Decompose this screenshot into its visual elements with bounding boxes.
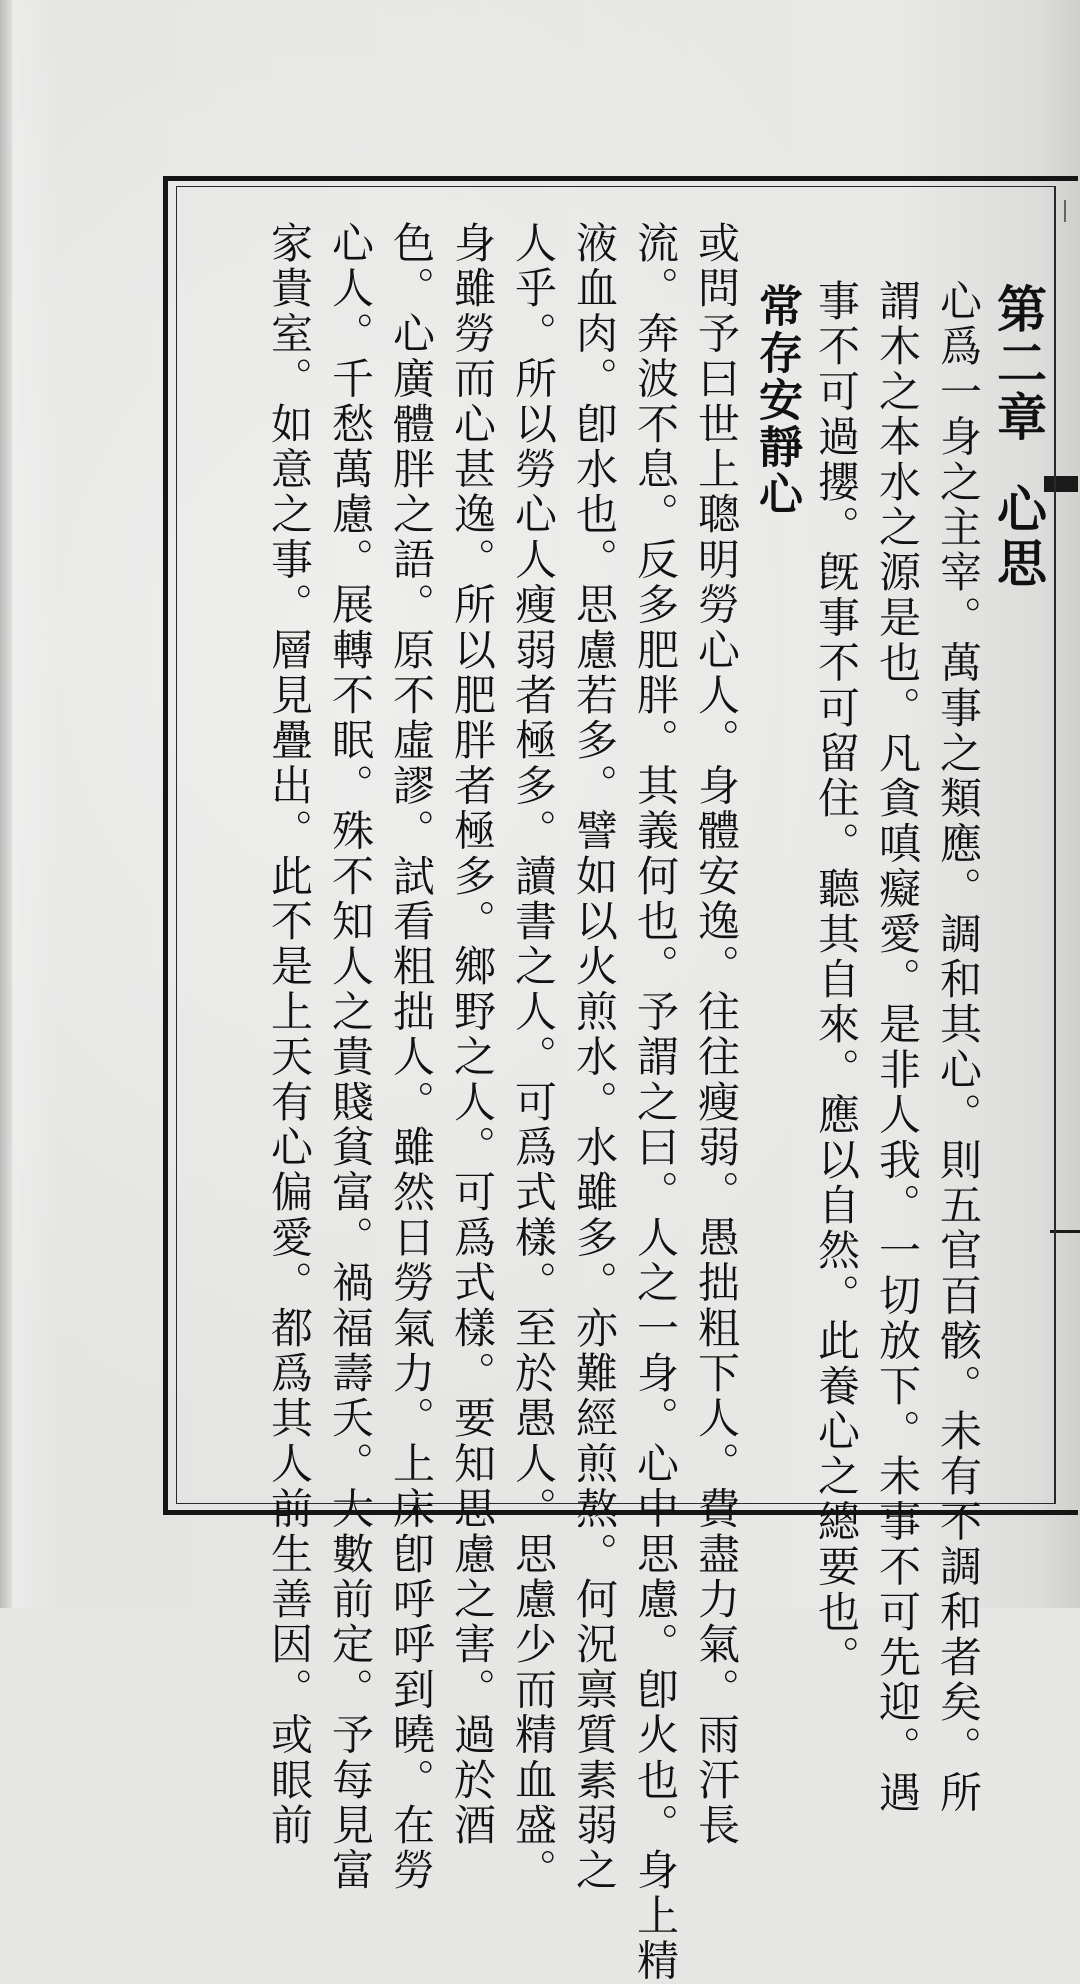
chapter-title: 心思 xyxy=(989,483,1048,591)
body-column-8: 家貴室。如意之事。層見疊出。此不是上天有心偏愛。都爲其人前生善因。或眼前 xyxy=(265,221,314,1849)
body-column-2: 流。奔波不息。反多肥胖。其義何也。予謂之曰。人之一身。心中思慮。卽火也。身上精 xyxy=(631,221,680,1984)
intro-column-2: 謂木之本水之源是也。凡貪嗔癡愛。是非人我。一切放下。未事不可先迎。遇 xyxy=(873,279,922,1816)
body-column-5: 身雖勞而心甚逸。所以肥胖者極多。鄉野之人。可爲式樣。要知思慮之害。過於酒 xyxy=(448,221,497,1849)
page-border-inner xyxy=(176,186,1056,1984)
intro-column-3: 事不可過攖。旣事不可留住。聽其自來。應以自然。此養心之總要也。 xyxy=(812,279,861,1681)
section-title: 常存安靜心 xyxy=(751,283,802,518)
body-column-3: 液血肉。卽水也。思慮若多。譬如以火煎水。水雖多。亦難經煎熬。何況禀質素弱之 xyxy=(570,221,619,1894)
body-column-7: 心人。千愁萬慮。展轉不眠。殊不知人之貴賤貧富。禍福壽夭。大數前定。予每見富 xyxy=(326,221,375,1894)
intro-column-1: 心爲一身之主宰。萬事之類應。調和其心。則五官百骸。未有不調和者矣。所 xyxy=(934,279,983,1816)
page-gutter xyxy=(0,0,12,1608)
body-column-4: 人乎。所以勞心人瘦弱者極多。讀書之人。可爲式樣。至於愚人。思慮少而精血盛。 xyxy=(509,221,558,1894)
body-column-6: 色。心廣體胖之語。原不虛謬。試看粗拙人。雖然日勞氣力。上床卽呼呼到曉。在勞 xyxy=(387,221,436,1894)
chapter-number: 第二章 xyxy=(989,283,1048,445)
chapter-heading xyxy=(989,283,1047,591)
body-column-1: 或問予曰世上聰明勞心人。身體安逸。往往瘦弱。愚拙粗下人。費盡力氣。雨汗長 xyxy=(692,221,741,1849)
